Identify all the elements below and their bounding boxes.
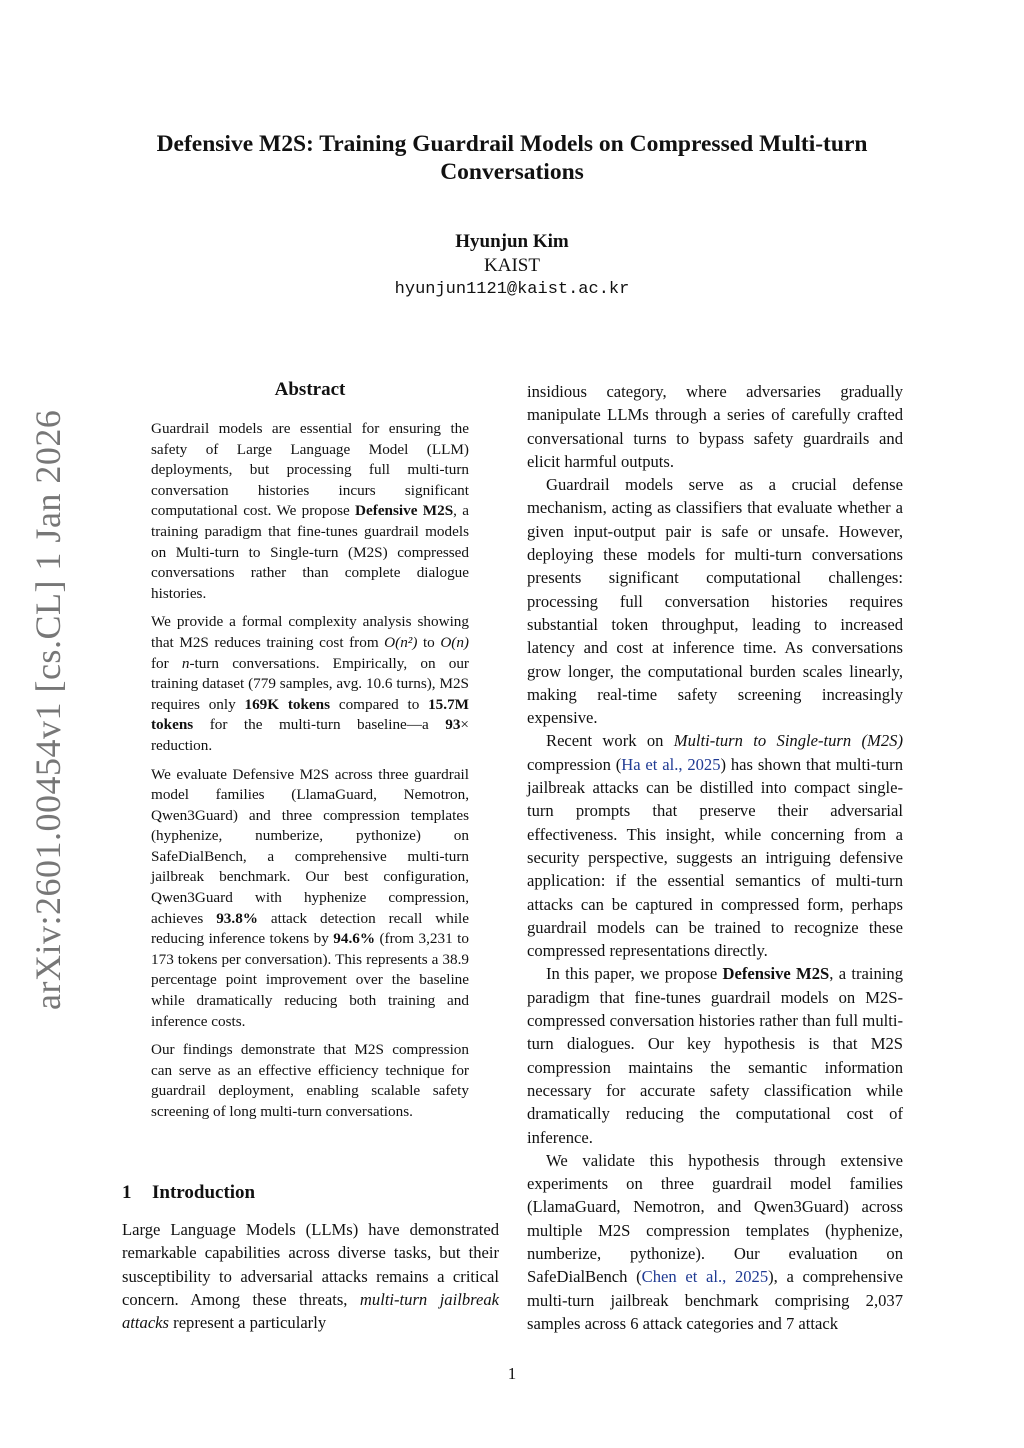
intro-paragraph-2: Guardrail models serve as a crucial defense mechanism, acting as classifiers that evaluate whether a given input-output pair is safe or unsafe. However, deploying these models for multi-turn conversations presents significant computational challenges: processing full conversation histories requires substantial token throughput, leading to increased latency and cost at inference time. As conversations grow longer, the computational burden scales linearly, making real-time safety screening increasingly expensive.	[527, 475, 903, 728]
section-number: 1	[122, 1182, 132, 1203]
abstract-paragraph-4: Our findings demonstrate that M2S compression can serve as an effective efficiency technique for guardrail deployment, enabling scalable safety screening of long multi-turn conversations.	[151, 1041, 469, 1120]
intro-p5-text-a: We validate this hypothesis through extensive experiments on three guardrail model families (LlamaGuard, Nemotron, and Qwen3Guard) across multiple M2S compression templates (hyphenize, numberize, pythonize). Our evaluation on SafeDialBench (	[527, 1150, 903, 1287]
author-affiliation: KAIST	[484, 255, 540, 276]
intro-p4-text-a: In this paper, we propose	[546, 964, 723, 984]
abstract-section	[151, 378, 469, 1131]
arxiv-sidebar-stamp: arXiv:2601.00454v1 [cs.CL] 1 Jan 2026	[28, 409, 68, 1010]
intro-paragraph-1-continued: insidious category, where adversaries gradually manipulate LLMs through a series of carefully crafted conversational turns to bypass safety guardrails and elicit harmful outputs.	[527, 382, 903, 471]
abstract-p1-text-a: Guardrail models are essential for ensuring the safety of Large Language Model (LLM) deployments, but processing full multi-turn conversation histories incurs significant computational cost. We propose	[151, 420, 469, 520]
abstract-p2-math-n: n	[181, 654, 190, 672]
abstract-heading: Abstract	[274, 379, 346, 400]
abstract-p2-text-a: We provide a formal complexity analysis showing that M2S reduces training cost from	[151, 613, 469, 651]
abstract-p1-method-name: Defensive M2S	[355, 502, 454, 520]
section-heading-introduction	[122, 1181, 255, 1205]
intro-p1-emphasis: multi-turn jailbreak attacks	[122, 1289, 499, 1333]
abstract-p2-text-f: compared to	[330, 695, 429, 713]
abstract-p2-text-h: for the multi-turn baseline—a	[193, 716, 446, 734]
abstract-paragraph-1	[151, 419, 469, 604]
author-block	[0, 230, 1024, 302]
intro-p1-text-a: Large Language Models (LLMs) have demonstrated remarkable capabilities across diverse tasks, but their susceptibility to adversarial attacks remains a critical concern. Among these threats,	[122, 1220, 499, 1309]
section-title: Introduction	[152, 1182, 256, 1203]
right-column-body	[527, 380, 903, 1335]
paper-title: Defensive M2S: Training Guardrail Models on Compressed Multi-turn Conversations	[156, 131, 868, 185]
abstract-p1-text-c: , a training paradigm that fine-tunes guardrail models on Multi-turn to Single-turn (M2S) compressed conversations rather than complete dialogue histories.	[151, 502, 470, 602]
abstract-p2-text-d: -turn conversations. Empirically, on our training dataset (779 samples, avg. 10.6 turns), M2S requires only	[151, 654, 469, 713]
abstract-p2-m2s-tokens: 169K tokens	[244, 695, 331, 713]
intro-paragraph-5	[527, 1149, 903, 1335]
intro-p3-text-c: compression (	[527, 754, 622, 774]
intro-p4-text-c: , a training paradigm that fine-tunes guardrail models on M2S-compressed conversation histories rather than full multi-turn dialogues. Our key hypothesis is that M2S compression maintains the semantic information necessary for accurate safety classification while dramatically reducing the computational cost of inference.	[527, 964, 903, 1147]
intro-p1-text-c: represent a particularly	[169, 1313, 327, 1333]
left-column-body	[122, 1218, 499, 1334]
abstract-p2-text-c: for	[151, 654, 182, 672]
intro-paragraph-3	[527, 729, 903, 962]
abstract-p2-math-quadratic: O(n²)	[384, 633, 418, 651]
abstract-p3-text-e: (from 3,231 to 173 tokens per conversation). This represents a 38.9 percentage point improvement over the baseline while dramatically reducing both training and inference costs.	[151, 930, 469, 1030]
intro-paragraph-1	[122, 1218, 499, 1334]
author-email: hyunjun1121@kaist.ac.kr	[394, 280, 630, 299]
citation-link-ha-2025[interactable]: Ha et al., 2025	[621, 754, 721, 774]
intro-paragraph-4	[527, 962, 903, 1148]
page-number: 1	[507, 1364, 517, 1383]
abstract-p2-reduction-factor: 93	[445, 716, 461, 734]
citation-link-chen-2025[interactable]: Chen et al., 2025	[641, 1267, 769, 1287]
intro-p3-text-a: Recent work on	[546, 731, 674, 751]
intro-p5-text-b: ), a comprehensive multi-turn jailbreak benchmark comprising 2,037 samples across 6 attack categories and 7 attack	[527, 1267, 903, 1333]
abstract-p3-text-c: attack detection recall while reducing inference tokens by	[151, 909, 469, 948]
abstract-p3-recall: 93.8%	[216, 909, 258, 927]
author-name: Hyunjun Kim	[455, 231, 569, 252]
intro-p3-emphasis: Multi-turn to Single-turn (M2S)	[673, 731, 903, 751]
intro-p4-method-name: Defensive M2S	[722, 964, 830, 984]
abstract-p2-math-linear: O(n)	[440, 633, 469, 651]
abstract-p2-text-b: to	[417, 633, 441, 651]
abstract-paragraph-2	[151, 612, 469, 756]
abstract-p2-baseline-tokens: 15.7M tokens	[151, 695, 469, 734]
abstract-p3-token-reduction: 94.6%	[333, 930, 376, 948]
abstract-paragraph-3	[151, 765, 469, 1033]
abstract-p2-text-j: × reduction.	[151, 716, 469, 754]
abstract-p3-text-a: We evaluate Defensive M2S across three guardrail model families (LlamaGuard, Nemotron, Qwen3Guard) and three compression templates (hyphenize, numberize, pythonize) on SafeDialBench, a comprehensive multi-turn jailbreak benchmark. Our best configuration, Qwen3Guard with hyphenize compression, achieves	[151, 765, 469, 927]
intro-p3-text-d: ) has shown that multi-turn jailbreak attacks can be distilled into compact single-turn prompts that preserve their adversarial effectiveness. This insight, while concerning from a security perspective, suggests an intriguing defensive application: if the essential semantics of multi-turn attacks can be captured in compressed form, perhaps guardrail models can be trained to recognize these compressed representations directly.	[527, 754, 903, 961]
